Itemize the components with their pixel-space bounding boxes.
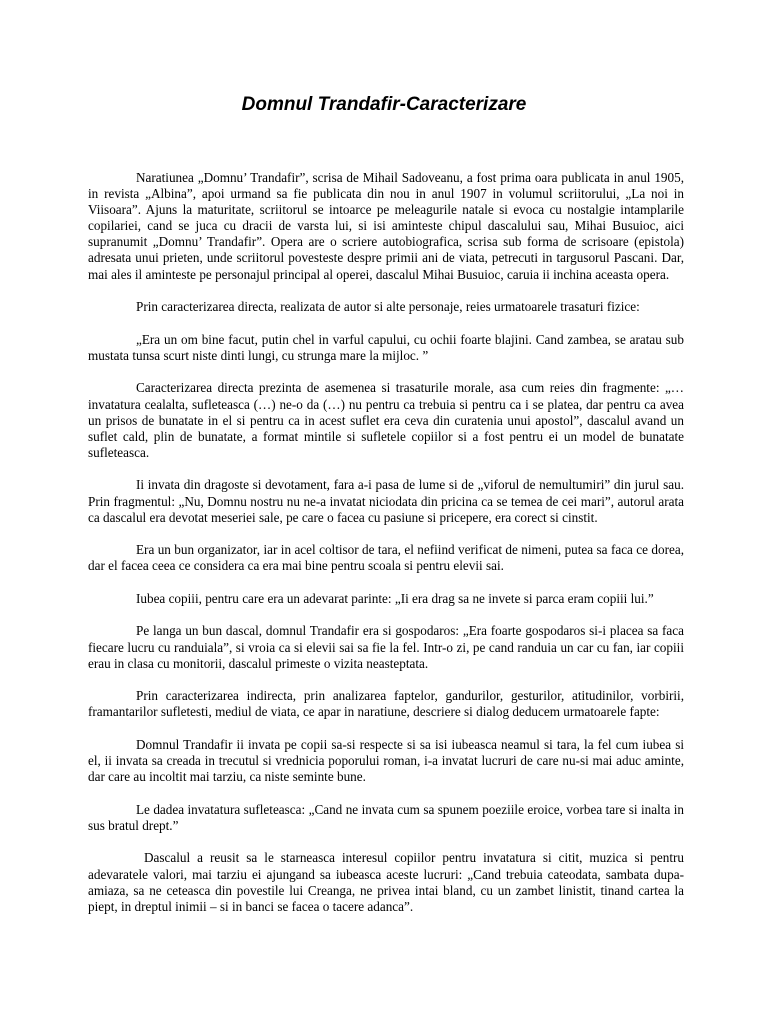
paragraph-12: Dascalul a reusit sa le starneasca interesul copiilor pentru invatatura si citit, muzica si pentru adevaratele valori, mai tarziu ei ajungand sa iubeasca aceste lucruri: „Cand trebuia cateodata, sambata dupa-amiaza, sa ne ceteasca din povestile lui Creanga, ne privea intai bland, cu un zambet linistit, tinand cartea la piept, in dreptul inimii – si in banci se facea o tacere adanca”.: [88, 850, 684, 914]
paragraph-10: Domnul Trandafir ii invata pe copii sa-si respecte si sa isi iubeasca neamul si tara, la fel cum iubea si el, ii invata sa creada in trecutul si vrednicia poporului roman, i-a invatat lucruri de care nu-si mai aduc aminte, dar care au incoltit mai tarziu, ca niste seminte bune.: [88, 736, 684, 785]
document-title: Domnul Trandafir-Caracterizare: [241, 94, 527, 115]
paragraph-3: „Era un om bine facut, putin chel in varful capului, cu ochii foarte blajini. Cand zambea, se aratau sub mustata tunsa scurt niste dinti lungi, cu strunga mare la mijloc. ”: [88, 331, 684, 363]
paragraph-11: Le dadea invatatura sufleteasca: „Cand ne invata cum sa spunem poeziile eroice, vorbea tare si inalta in sus bratul drept.”: [88, 801, 684, 833]
paragraph-7: Iubea copiii, pentru care era un adevarat parinte: „Ii era drag sa ne invete si parca eram copiii lui.”: [136, 590, 654, 606]
paragraph-9: Prin caracterizarea indirecta, prin analizarea faptelor, gandurilor, gesturilor, atitudinilor, vorbirii, framantarilor sufletesti, mediul de viata, ce apar in naratiune, descriere si dialog deducem urmatoarele fapte:: [88, 688, 684, 720]
paragraph-5: Ii invata din dragoste si devotament, fara a-i pasa de lume si de „viforul de nemultumiri” din jurul sau. Prin fragmentul: „Nu, Domnu nostru nu ne-a invatat niciodata din pricina ca se temea de cei mari”, autorul arata ca dascalul era devotat meseriei sale, pe care o facea cu pasiune si pricepere, era corect si cinstit.: [88, 477, 684, 525]
document-body: [88, 170, 684, 931]
paragraph-1: Naratiunea „Domnu’ Trandafir”, scrisa de Mihail Sadoveanu, a fost prima oara publicata in anul 1905, in revista „Albina”, apoi urmand sa fie publicata din nou in anul 1907 in volumul scriitorului, „La noi in Viisoara”. Ajuns la maturitate, scriitorul se intoarce pe meleagurile natale si evoca cu nostalgie intamplarile copilariei, cand se juca cu dracii de varsta lui, si isi aminteste chipul dascalului sau, Mihai Busuioc, aici supranumit „Domnu’ Trandafir”. Opera are o scriere autobiografica, scrisa sub forma de scrisoare (epistola) adresata unui prieten, unde scriitorul povesteste despre primii ani de viata, petrecuti in targusorul Pascani. Dar, mai ales il aminteste pe personajul principal al operei, dascalul Mihai Busuioc, caruia ii inchina aceasta opera.: [88, 170, 684, 282]
paragraph-6: Era un bun organizator, iar in acel coltisor de tara, el nefiind verificat de nimeni, putea sa faca ce dorea, dar el facea ceea ce considera ca era mai bine pentru scoala si pentru elevii sai.: [88, 542, 684, 574]
paragraph-2: Prin caracterizarea directa, realizata de autor si alte personaje, reies urmatoarele trasaturi fizice:: [136, 299, 640, 315]
paragraph-8: Pe langa un bun dascal, domnul Trandafir era si gospodaros: „Era foarte gospodaros si-i placea sa faca fiecare lucru cu randuiala”, si vroia ca si elevii sai sa fie la fel. Intr-o zi, pe cand randuia un car cu fan, iar copiii erau in clasa cu monitorii, dascalul primeste o vizita neasteptata.: [88, 623, 684, 671]
paragraph-4: Caracterizarea directa prezinta de asemenea si trasaturile morale, asa cum reies din fragmente: „…invatatura cealalta, sufleteasca (…) ne-o da (…) nu pentru ca trebuia si pentru ca i se platea, dar pentru ca avea un prisos de bunatate in el si pentru ca in acest suflet era ceva din curatenia unui apostol”, dascalul avand un suflet cald, plin de bunatate, a format mintile si sufletele copiilor si a fost pentru ei un model de bunatate sufleteasca.: [88, 380, 684, 460]
